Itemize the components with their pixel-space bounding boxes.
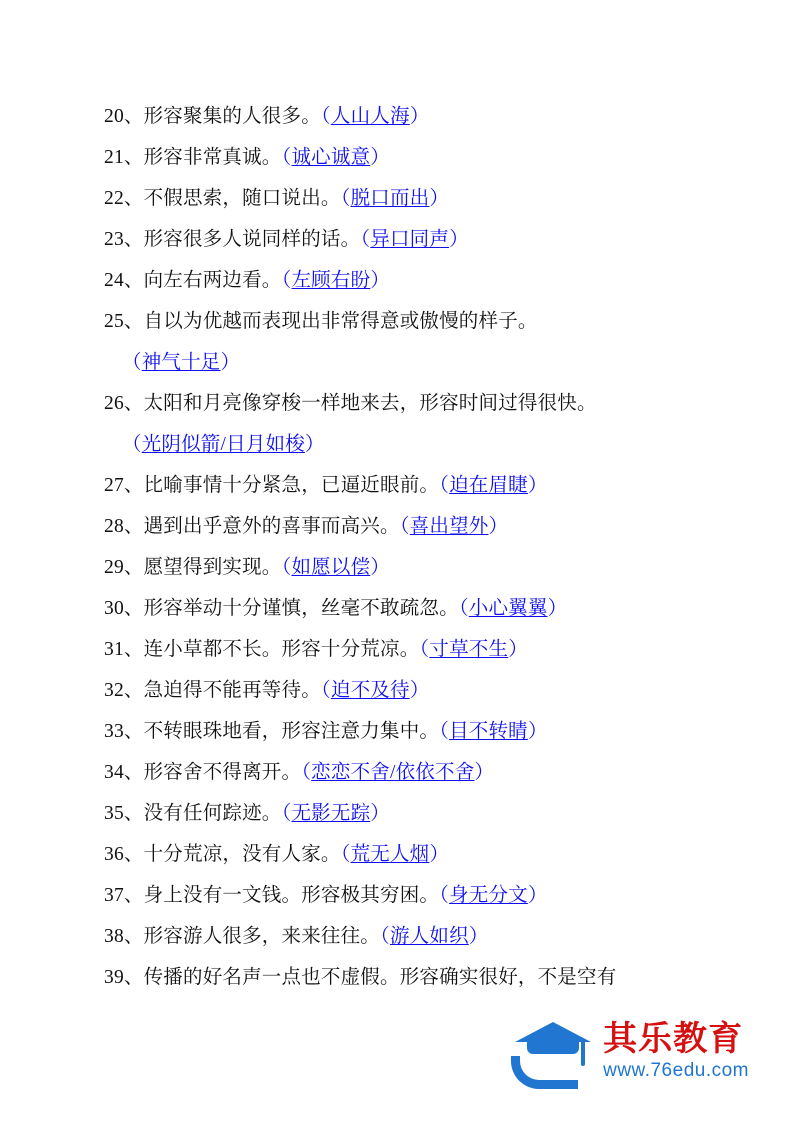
item-text: 连小草都不长。形容十分荒凉。 xyxy=(143,639,420,660)
item-text: 身上没有一文钱。形容极其穷困。 xyxy=(143,885,440,906)
item-number: 32、 xyxy=(104,680,144,701)
open-paren: （ xyxy=(399,516,410,537)
item-text: 形容很多人说同样的话。 xyxy=(143,229,361,250)
item-text: 自以为优越而表现出非常得意或傲慢的样子。 xyxy=(143,311,538,332)
list-item xyxy=(104,178,705,219)
item-number: 29、 xyxy=(104,557,144,578)
item-answer: 荒无人烟 xyxy=(350,844,430,865)
item-answer: 目不转睛 xyxy=(449,721,528,742)
item-number: 35、 xyxy=(104,803,144,824)
item-answer: 迫不及待 xyxy=(330,680,410,701)
close-paren: ） xyxy=(468,926,489,947)
list-item xyxy=(104,465,705,506)
close-paren: ） xyxy=(409,680,430,701)
item-number: 27、 xyxy=(104,475,144,496)
open-paren: （ xyxy=(281,270,292,291)
item-text: 急迫得不能再等待。 xyxy=(143,680,321,701)
close-paren: ） xyxy=(429,844,450,865)
close-paren: ） xyxy=(370,803,390,824)
list-item xyxy=(104,670,705,711)
close-paren: ） xyxy=(370,147,390,168)
item-number: 23、 xyxy=(104,229,144,250)
item-text: 向左右两边看。 xyxy=(143,270,282,291)
item-number: 38、 xyxy=(104,926,144,947)
item-number: 24、 xyxy=(104,270,144,291)
close-paren: ） xyxy=(527,885,548,906)
list-item xyxy=(104,383,705,424)
cap-tassel xyxy=(581,1040,585,1066)
item-text: 比喻事情十分紧急，已逼近眼前。 xyxy=(143,475,440,496)
item-answer: 寸草不生 xyxy=(429,639,509,660)
open-paren: （ xyxy=(340,844,351,865)
item-text: 十分荒凉，没有人家。 xyxy=(143,844,341,865)
item-text: 太阳和月亮像穿梭一样地来去，形容时间过得很快。 xyxy=(143,393,597,414)
list-item xyxy=(104,957,705,998)
list-item xyxy=(104,96,705,137)
item-answer: 恋恋不舍/依依不舍 xyxy=(311,762,475,783)
list-item xyxy=(104,875,705,916)
item-number: 26、 xyxy=(104,393,144,414)
cap-top xyxy=(515,1022,591,1042)
close-paren: ） xyxy=(370,557,390,578)
open-paren: （ xyxy=(380,926,390,947)
item-answer: 人山人海 xyxy=(330,106,410,127)
cap-band xyxy=(527,1042,579,1054)
item-answer: 小心翼翼 xyxy=(468,598,548,619)
open-paren: （ xyxy=(281,803,292,824)
open-paren: （ xyxy=(340,188,351,209)
list-item-answer-line xyxy=(104,424,705,465)
item-answer: 诚心诚意 xyxy=(291,147,371,168)
item-text: 形容聚集的人很多。 xyxy=(143,106,321,127)
list-item-answer-line xyxy=(104,342,705,383)
open-paren: （ xyxy=(360,229,371,250)
close-paren: ） xyxy=(547,598,568,619)
open-paren: （ xyxy=(419,639,430,660)
item-number: 34、 xyxy=(104,762,144,783)
item-answer: 喜出望外 xyxy=(409,516,489,537)
close-paren: ） xyxy=(429,188,450,209)
item-number: 36、 xyxy=(104,844,144,865)
open-paren: （ xyxy=(439,885,450,906)
list-item xyxy=(104,916,705,957)
item-number: 28、 xyxy=(104,516,144,537)
item-number: 31、 xyxy=(104,639,144,660)
item-text: 遇到出乎意外的喜事而高兴。 xyxy=(143,516,400,537)
list-item xyxy=(104,793,705,834)
close-paren: ） xyxy=(474,762,495,783)
item-text: 形容游人很多，来来往往。 xyxy=(143,926,381,947)
list-item xyxy=(104,629,705,670)
open-paren: （ xyxy=(320,106,331,127)
close-paren: ） xyxy=(370,270,390,291)
watermark-text xyxy=(603,1019,749,1083)
brand-name: 其乐教育 xyxy=(603,1020,744,1058)
open-paren: （ xyxy=(301,762,312,783)
open-paren: （ xyxy=(122,434,142,455)
open-paren: （ xyxy=(320,680,331,701)
open-paren: （ xyxy=(281,147,292,168)
list-item xyxy=(104,547,705,588)
item-answer: 脱口而出 xyxy=(350,188,430,209)
list-item xyxy=(104,219,705,260)
item-text: 不假思索，随口说出。 xyxy=(143,188,341,209)
open-paren: （ xyxy=(122,352,142,373)
item-text: 形容非常真诚。 xyxy=(143,147,282,168)
item-answer: 无影无踪 xyxy=(291,803,371,824)
close-paren: ） xyxy=(527,721,548,742)
close-paren: ） xyxy=(409,106,430,127)
item-answer: 神气十足 xyxy=(141,352,221,373)
open-paren: （ xyxy=(439,475,450,496)
item-answer: 身无分文 xyxy=(449,885,528,906)
item-number: 20、 xyxy=(104,106,144,127)
list-item xyxy=(104,588,705,629)
item-answer: 游人如织 xyxy=(389,926,469,947)
item-number: 21、 xyxy=(104,147,144,168)
item-number: 25、 xyxy=(104,311,144,332)
list-item xyxy=(104,301,705,342)
list-item xyxy=(104,711,705,752)
list-item xyxy=(104,834,705,875)
watermark-logo xyxy=(509,1008,749,1094)
item-number: 30、 xyxy=(104,598,144,619)
item-answer: 迫在眉睫 xyxy=(449,475,528,496)
item-number: 33、 xyxy=(104,721,144,742)
open-paren: （ xyxy=(439,721,450,742)
list-item xyxy=(104,137,705,178)
close-paren: ） xyxy=(527,475,548,496)
open-paren: （ xyxy=(281,557,292,578)
item-number: 39、 xyxy=(104,967,144,988)
close-paren: ） xyxy=(488,516,509,537)
item-number: 22、 xyxy=(104,188,144,209)
item-text: 形容舍不得离开。 xyxy=(143,762,302,783)
item-text: 不转眼珠地看，形容注意力集中。 xyxy=(143,721,440,742)
item-answer: 左顾右盼 xyxy=(291,270,371,291)
item-number: 37、 xyxy=(104,885,144,906)
item-answer: 异口同声 xyxy=(370,229,450,250)
item-text: 没有任何踪迹。 xyxy=(143,803,282,824)
item-answer: 如愿以偿 xyxy=(291,557,371,578)
brand-url: www.76edu.com xyxy=(603,1060,749,1081)
swoosh-shape xyxy=(511,1056,578,1089)
list-item xyxy=(104,752,705,793)
open-paren: （ xyxy=(458,598,469,619)
list-item xyxy=(104,506,705,547)
graduation-cap-icon xyxy=(509,1020,595,1082)
list-item xyxy=(104,260,705,301)
close-paren: ） xyxy=(449,229,469,250)
item-text: 传播的好名声一点也不虚假。形容确实很好，不是空有 xyxy=(143,967,617,988)
close-paren: ） xyxy=(220,352,241,373)
close-paren: ） xyxy=(304,434,325,455)
item-answer: 光阴似箭/日月如梭 xyxy=(141,434,305,455)
item-text: 愿望得到实现。 xyxy=(143,557,282,578)
close-paren: ） xyxy=(508,639,528,660)
item-text: 形容举动十分谨慎，丝毫不敢疏忽。 xyxy=(143,598,459,619)
